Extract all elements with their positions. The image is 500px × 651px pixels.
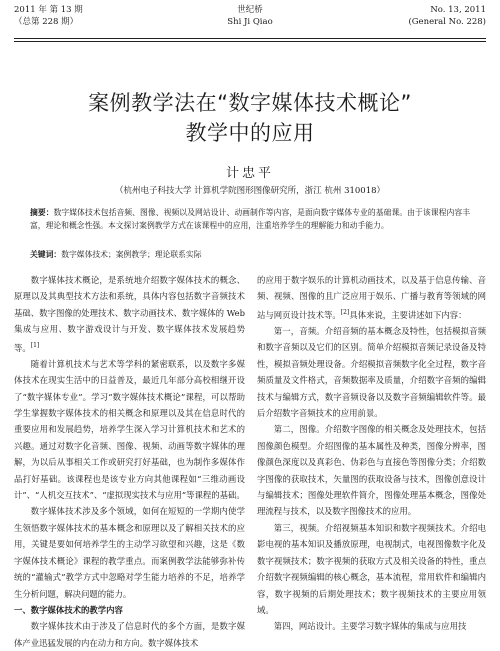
keywords-text: 数字媒体技术；案例教学；理论联系实际	[61, 250, 202, 259]
paragraph-continued: 的应用于数字娱乐的计算机动画技术，以及基于信息传输、音频、视频、图像的且广泛应用于娱乐、广播与教育等领域的网站与网页设计技术等。[2]具体来说，主要讲述如下内容：	[257, 275, 486, 320]
keywords	[30, 248, 470, 261]
author-name: 计忠平	[225, 166, 274, 181]
paragraph: 数字媒体技术由于涉及了信息时代的多个方面，是数字媒体产业迅猛发展的内在动力和方向。数字媒体技术	[14, 621, 245, 648]
paragraph: 数字媒体技术概论，是系统地介绍数字媒体技术的概念、原理以及其典型技术方法和系统，具体内容包括数字音频技术基础、数字图像的处理技术、数字动画技术、数字媒体的 Web 集成与应用、数字游戏设计与开发、数字媒体技术发展趋势等。[1]	[14, 275, 245, 353]
title-line-1: 案例教学法在“数字媒体技术概论”	[88, 91, 412, 115]
header-rule-double	[14, 41, 486, 42]
abstract-text: 数字媒体技术包括音频、图像、视频以及网站设计、动画制作等内容，是面向数字媒体专业的基础课。由于该课程内容丰富，理论和概念性强。本文探讨案例教学方式在该课程中的应用，注重培养学生的理解能力和动手能力。	[30, 208, 470, 230]
issue-number-line: No. 13, 2011	[430, 5, 486, 15]
abstract	[30, 206, 470, 232]
header-rule	[14, 38, 486, 39]
paragraph: 第二，图像。介绍数字图像的相关概念及处理技术，包括图像颜色模型。介绍图像的基本属性及种类，图像分辨率，图像颜色深度以及真彩色、伪彩色与直接色等图像分类；介绍数字图像的获取技术，矢量图的获取设备与技术，图像创意设计与编辑技术；图像处理软件简介，图像处理基本概念，图像处理流程与技术，以及数字图像技术的应用。	[257, 424, 486, 517]
issue-line: 2011 年 第 13 期	[14, 5, 83, 15]
citation: [1]	[30, 341, 40, 349]
article-title	[0, 88, 500, 148]
author-affiliation: （杭州电子科技大学 计算机学院图形图像研究所，浙江 杭州 310018）	[114, 186, 386, 196]
journal-name-pinyin: Shi Ji Qiao	[227, 17, 273, 27]
journal-name-cn: 世纪桥	[237, 5, 263, 15]
section-heading: 一、数字媒体技术的教学内容	[14, 604, 123, 615]
citation: [2]	[340, 308, 350, 316]
total-issue-line: （总第 228 期）	[14, 17, 79, 27]
paragraph: 第一，音频。介绍音频的基本概念及特性，包括模拟音频和数字音频以及它们的区别。简单介绍模拟音频记录设备及特性，模拟音频处理设备。介绍模拟音频数字化全过程，数字音频质量及文件格式，音频数据率及质量，介绍数字音频的编辑技术与编辑方式，数字音频设备以及数字音频编辑软件等。最后介绍数字音频技术的应用前景。	[257, 326, 486, 419]
body-column-left	[14, 272, 245, 648]
running-header	[14, 4, 486, 38]
abstract-label: 摘要：	[30, 208, 54, 217]
paragraph: 第三，视频。介绍视频基本知识和数字视频技术。介绍电影电视的基本知识及播放原理，电视制式，电视图像数字化及数字视频技术；数字视频的获取方式及相关设备的特性，重点介绍数字视频编辑的核心概念，基本流程，常用软件和编辑内容，数字视频的后期处理技术；数字视频技术的主要应用领域。	[257, 522, 486, 615]
paragraph: 数字媒体技术涉及多个领域，如何在短短的一学期内使学生领悟数字媒体技术的基本概念和原理以及了解相关技术的应用，关键是要如何培养学生的主动学习欲望和兴趣，这是《数字媒体技术概论》课程的教学重点。而案例教学法能够弥补传统的“灌输式”教学方式中忽略对学生能力培养的不足，培养学生分析问题，解决问题的能力。	[14, 506, 245, 599]
keywords-label: 关键词：	[30, 250, 62, 259]
paragraph: 第四，网站设计。主要学习数字媒体的集成与应用技	[273, 621, 467, 632]
general-number-line: (General No. 228)	[408, 17, 486, 27]
title-line-2: 教学中的应用	[185, 121, 315, 145]
body-column-right	[257, 272, 486, 632]
issue-number	[408, 4, 486, 28]
paragraph: 随着计算机技术与艺术等学科的紧密联系，以及数字多媒体技术在现实生活中的日益普及，最近几年部分高校相继开设了“数字媒体专业”。学习“数字媒体技术概论”课程，可以帮助学生掌握数字媒体技术的相关概念和原理以及其在信息时代的重要应用和发展趋势，培养学生深入学习计算机技术和艺术的兴趣。通过对数字化音频、图像、视频、动画等数字媒体的理解，为以后从事相关工作或研究打好基础，也为制作多媒体作品打好基础。该课程也是该专业方向其他课程如“三维动画设计”、“人机交互技术”、“虚拟现实技术与应用”等课程的基础。	[14, 358, 245, 501]
